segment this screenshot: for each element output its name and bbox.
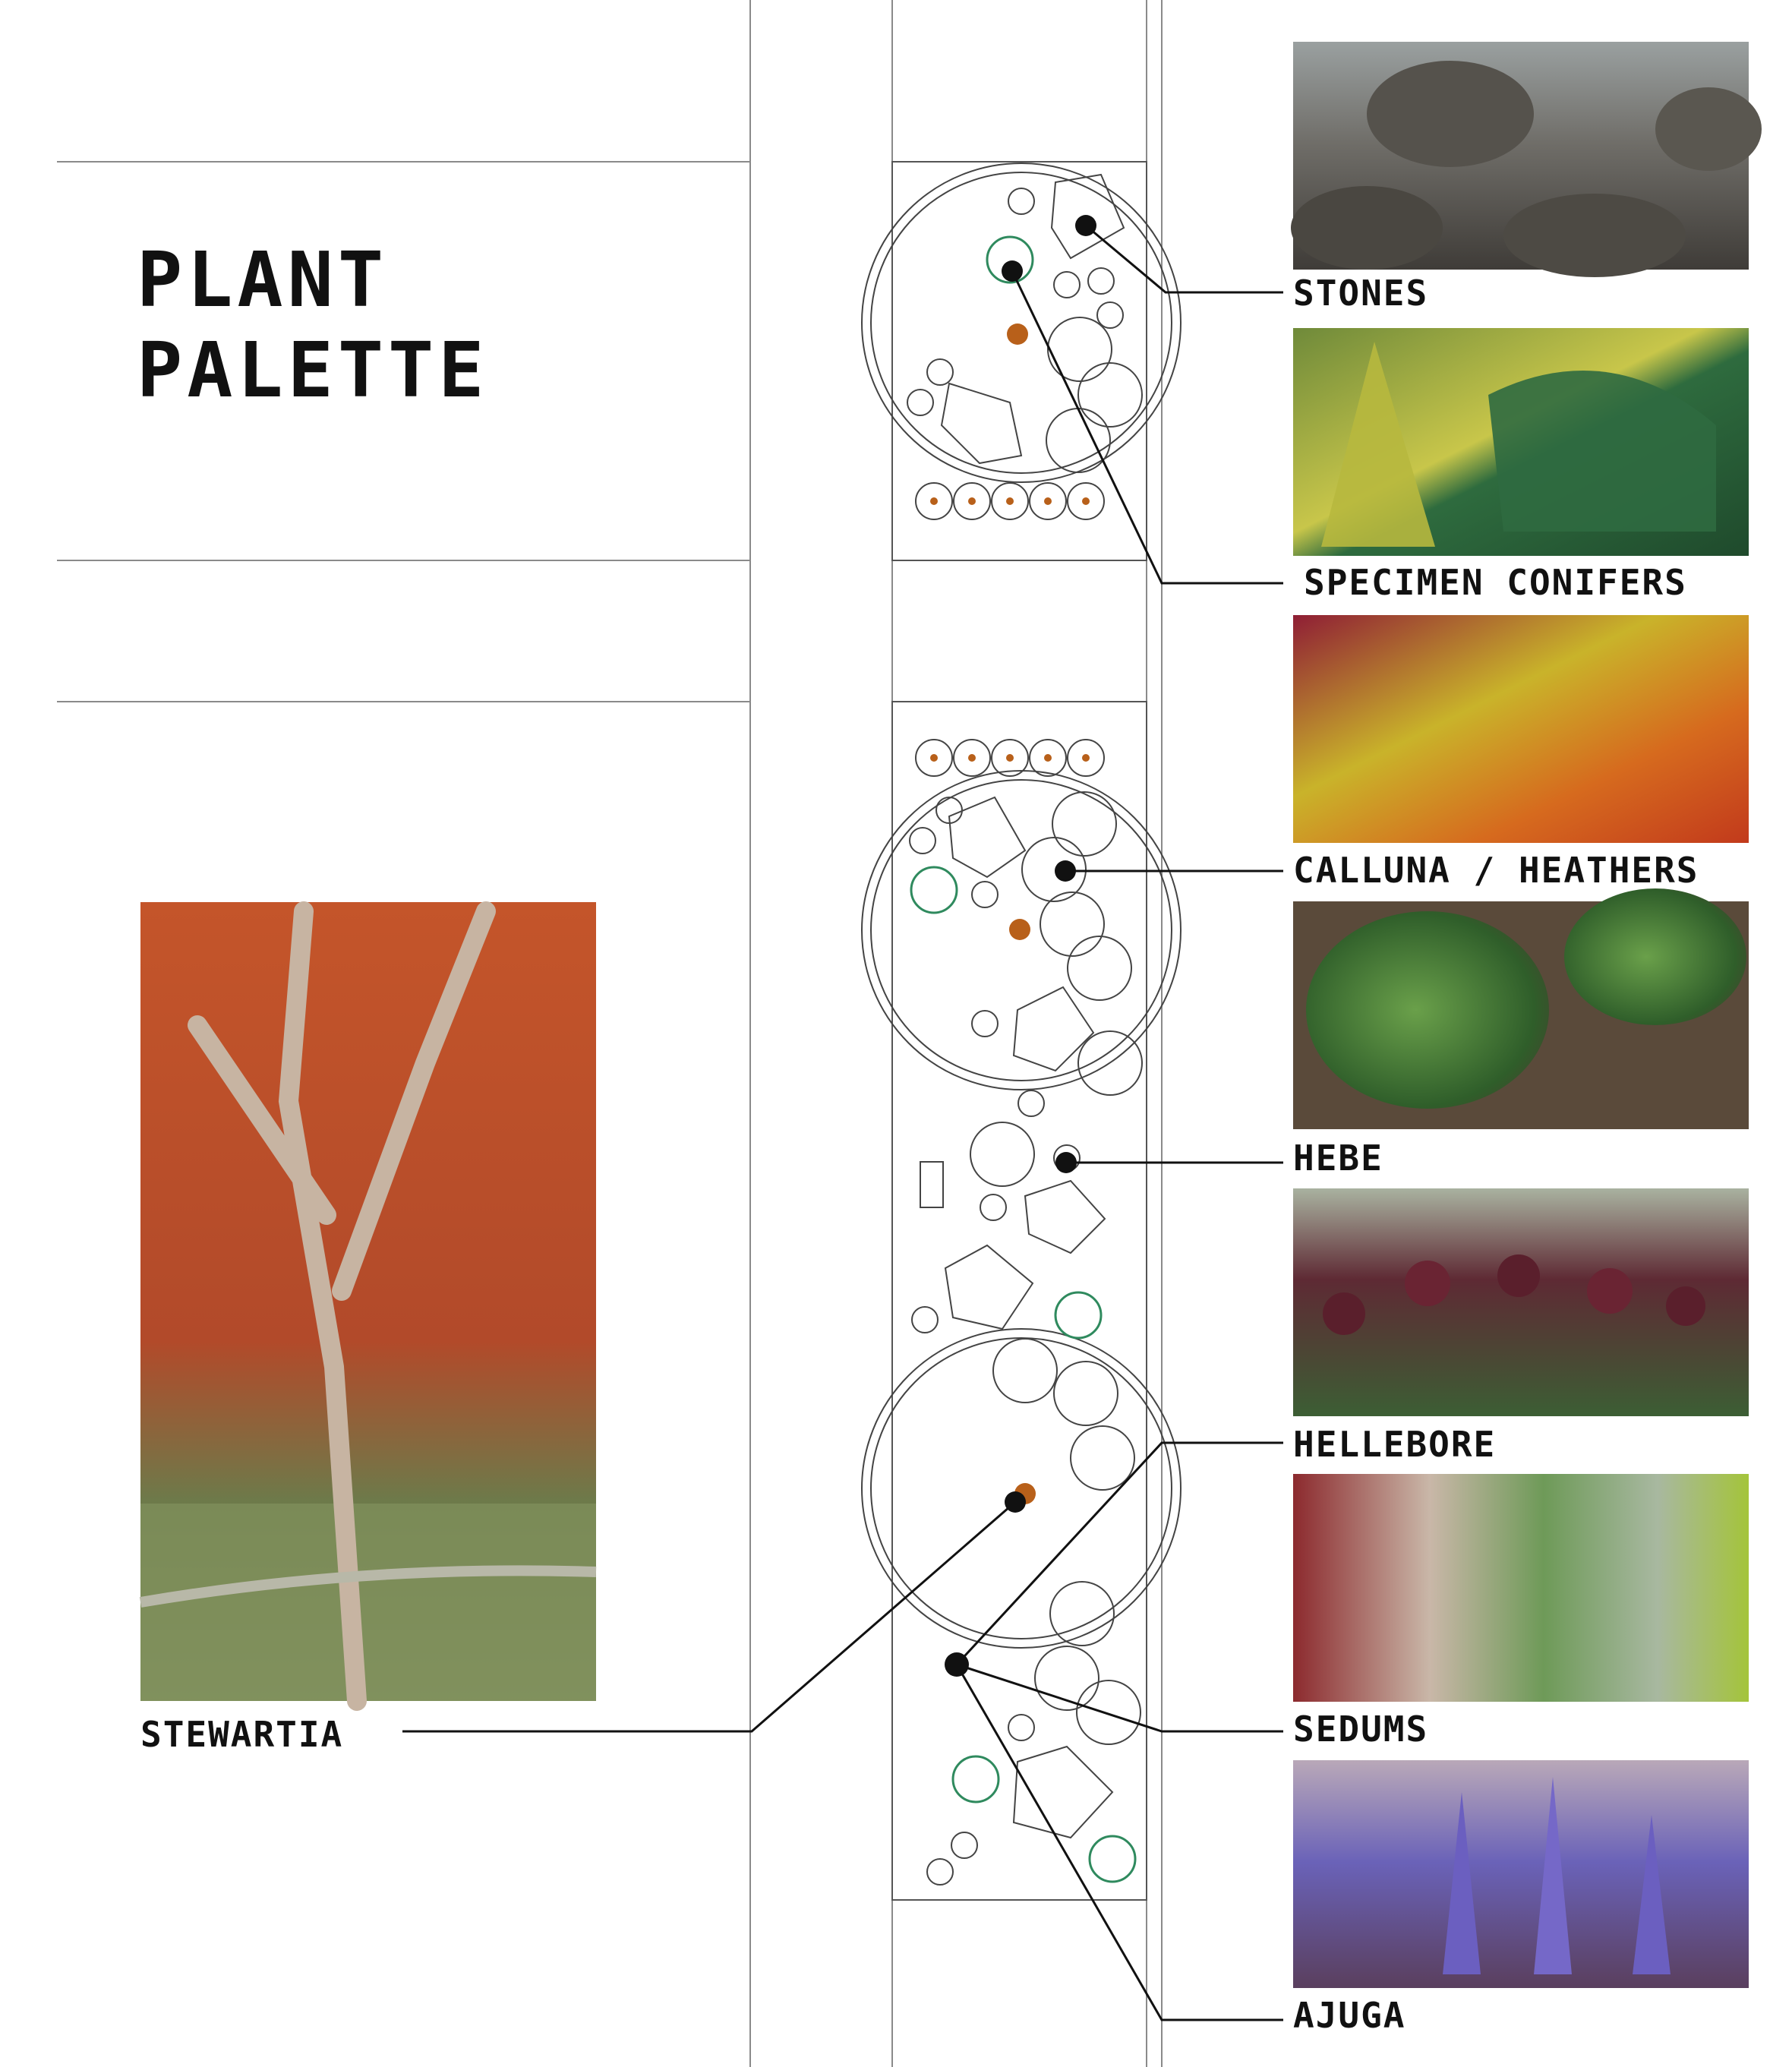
- heather-symbol: [1071, 1426, 1134, 1490]
- photo-specimen-conifers: [1293, 328, 1749, 556]
- perennial-symbol: [1097, 302, 1123, 328]
- photo-calluna-heathers: [1293, 615, 1749, 843]
- stone-symbol: [1025, 1181, 1105, 1253]
- label-sedums: SEDUMS: [1293, 1709, 1429, 1750]
- leader-specimen-conifers: [1012, 271, 1283, 583]
- conifer-symbol: [1055, 1292, 1101, 1338]
- perennial-symbol: [912, 1307, 938, 1333]
- perennial-symbol: [1018, 1090, 1044, 1116]
- label-hebe: HEBE: [1293, 1138, 1383, 1179]
- heather-symbol: [1068, 936, 1131, 1000]
- stone-symbol: [1014, 987, 1093, 1071]
- conifer-symbol: [911, 867, 957, 913]
- small-rect-symbol: [920, 1162, 943, 1207]
- label-calluna-heathers: CALLUNA / HEATHERS: [1293, 850, 1699, 891]
- stewartia-label: STEWARTIA: [140, 1714, 344, 1755]
- perennial-symbol: [927, 359, 953, 385]
- plan-symbols: [862, 163, 1181, 1885]
- perennial-symbol: [972, 882, 998, 907]
- tree-canopy-symbol: [862, 163, 1181, 482]
- photo-ajuga: [1293, 1760, 1749, 1988]
- stone-symbol: [945, 1245, 1033, 1329]
- label-specimen-conifers: SPECIMEN CONIFERS: [1304, 562, 1687, 603]
- heather-symbol: [1052, 792, 1116, 856]
- title-line-2: PALETTE: [137, 326, 489, 415]
- perennial-symbol: [910, 828, 935, 854]
- perennial-symbol: [1088, 268, 1114, 294]
- planting-bed-lower: [892, 702, 1147, 1900]
- perennial-symbol: [907, 390, 933, 415]
- heather-symbol: [1040, 892, 1104, 956]
- heather-symbol: [1054, 1362, 1118, 1425]
- leader-stones: [1086, 226, 1283, 292]
- heather-symbol: [970, 1122, 1034, 1186]
- perennial-symbol: [1054, 272, 1080, 298]
- photo-hebe: [1293, 888, 1749, 1129]
- heather-symbol: [1077, 1680, 1141, 1744]
- conifer-symbol: [1090, 1836, 1135, 1882]
- perennial-symbol: [1008, 1715, 1034, 1740]
- stewartia-photo: [140, 902, 596, 1701]
- label-ajuga: AJUGA: [1293, 1995, 1406, 2036]
- photo-hellebore: [1293, 1188, 1749, 1416]
- heather-symbol: [1048, 317, 1112, 381]
- heather-symbol: [993, 1339, 1057, 1403]
- photo-stones: [1291, 42, 1762, 277]
- conifer-symbol: [953, 1756, 999, 1802]
- tree-trunk-symbol: [1007, 323, 1028, 345]
- perennial-symbol: [927, 1859, 953, 1885]
- tree-canopy-symbol: [871, 172, 1172, 473]
- photo-sedums: [1293, 1474, 1749, 1702]
- tree-trunk-symbol: [1009, 919, 1030, 940]
- label-stones: STONES: [1293, 273, 1429, 314]
- stone-symbol: [942, 383, 1021, 463]
- stone-symbol: [1014, 1747, 1112, 1838]
- heather-symbol: [1046, 409, 1110, 472]
- leader-hellebore: [957, 1443, 1283, 1665]
- leader-dots: [945, 215, 1096, 1677]
- perennial-symbol: [1008, 188, 1034, 214]
- stone-symbol: [949, 797, 1025, 877]
- heather-symbol: [1078, 363, 1142, 427]
- hedge-centers: [930, 497, 1090, 762]
- perennial-symbol: [951, 1832, 977, 1858]
- label-hellebore: HELLEBORE: [1293, 1424, 1497, 1465]
- perennial-symbol: [980, 1194, 1006, 1220]
- leader-sedums: [957, 1665, 1283, 1731]
- title-line-1: PLANT: [137, 235, 389, 324]
- perennial-symbol: [972, 1011, 998, 1037]
